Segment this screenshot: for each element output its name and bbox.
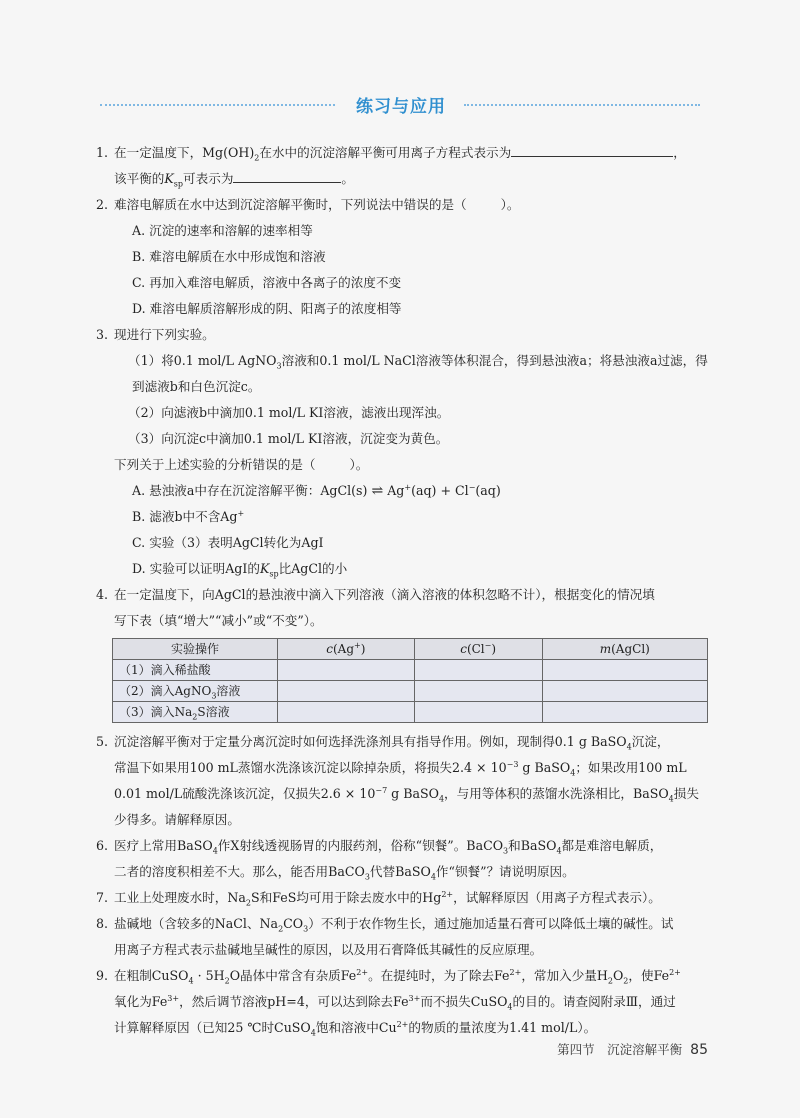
superscript: 3+ <box>167 993 180 1003</box>
table-row <box>113 660 708 681</box>
superscript: + <box>354 641 361 650</box>
ksp-symbol: K <box>259 561 270 576</box>
text: 溶液 <box>216 684 241 698</box>
answer-blank[interactable] <box>233 168 341 183</box>
table-row <box>113 702 708 723</box>
superscript: −7 <box>375 785 388 795</box>
experiment-2: （2）向滤液b中滴加0.1 mol/L KI溶液，滤液出现浑浊。 <box>128 405 450 420</box>
row-label <box>113 681 278 702</box>
option-d: D. 难溶电解质溶解形成的阴、阳离子的浓度相等 <box>132 301 402 316</box>
col-c-cl <box>414 639 542 660</box>
text: ）。 <box>500 197 520 212</box>
superscript: 2+ <box>396 1019 409 1029</box>
text: B. 滤液b中不含Ag <box>132 509 238 524</box>
text: 在一定温度下，Mg(OH) <box>114 145 255 160</box>
text: ，与用等体积的蒸馏水洗涤相比，BaSO <box>444 786 669 801</box>
answer-cell[interactable] <box>542 681 707 702</box>
text: g BaSO <box>387 786 439 801</box>
question-number: 7. <box>96 890 109 905</box>
text: · 5H <box>193 968 225 983</box>
text: c <box>326 642 333 656</box>
subscript: 4 <box>438 794 445 804</box>
answer-cell[interactable] <box>414 681 542 702</box>
subscript: 2 <box>623 976 629 986</box>
header-divider-left <box>100 104 335 106</box>
text: 盐碱地（含较多的NaCl、Na <box>114 916 279 931</box>
text: 饱和溶液中Cu <box>315 1020 397 1035</box>
subscript: 4 <box>668 794 674 804</box>
text: c <box>460 642 467 656</box>
text: 计算解释原因（已知25 ℃时CuSO <box>114 1020 311 1035</box>
text: ) <box>491 642 497 656</box>
text: S溶液 <box>197 705 230 719</box>
question-number: 1. <box>96 145 109 160</box>
option-b: B. 难溶电解质在水中形成饱和溶液 <box>132 249 326 264</box>
answer-cell[interactable] <box>414 702 542 723</box>
text: O晶体中常含有杂质Fe <box>229 968 357 983</box>
question-1 <box>96 140 710 192</box>
answer-cell[interactable] <box>542 702 707 723</box>
superscript: 2+ <box>669 967 681 977</box>
question-6 <box>96 833 710 885</box>
text: 。在提纯时，为了除去Fe <box>368 968 510 983</box>
text: 在粗制CuSO <box>114 968 189 983</box>
answer-cell[interactable] <box>278 660 415 681</box>
text: ；如果改用100 mL <box>575 760 687 775</box>
text: (aq) + Cl <box>411 483 469 498</box>
superscript: 2+ <box>441 889 454 899</box>
option-b <box>114 504 710 530</box>
subscript: 4 <box>507 1002 513 1012</box>
question-4 <box>96 582 710 634</box>
subscript: 2 <box>245 898 251 908</box>
text: S和FeS均可用于除去废水中的Hg <box>250 890 442 905</box>
text: ）。 <box>349 457 369 472</box>
question-7 <box>96 885 710 911</box>
subscript: 4 <box>626 742 632 752</box>
text: 难溶电解质在水中达到沉淀溶解平衡时，下列说法中错误的是（ <box>114 197 467 212</box>
subscript: 4 <box>556 846 562 856</box>
option-c: C. 再加入难溶电解质，溶液中各离子的浓度不变 <box>132 275 402 290</box>
text: 而不损失CuSO <box>420 994 508 1009</box>
question-number: 5. <box>96 734 109 749</box>
superscript: −3 <box>506 759 519 769</box>
text: （3）滴入Na <box>119 705 193 719</box>
text: 的目的。请查阅附录Ⅲ，通过 <box>512 994 676 1009</box>
text: ，试解释原因（用离子方程式表示）。 <box>453 890 661 905</box>
option-a <box>114 478 710 504</box>
question-number: 2. <box>96 197 109 212</box>
text: 沉淀， <box>631 734 670 749</box>
answer-blank[interactable] <box>511 142 673 157</box>
text: g BaSO <box>518 760 571 775</box>
text: 比AgCl的小 <box>278 561 348 576</box>
section-name: 第四节 沉淀溶解平衡 <box>557 1042 683 1057</box>
question-stem-cont: 写下表（填“增大”“减小”或“不变”）。 <box>114 613 323 628</box>
subscript: 2 <box>254 153 260 163</box>
text: (AgCl) <box>611 642 650 656</box>
subscript: 4 <box>310 1028 316 1038</box>
subscript: 3 <box>503 846 509 856</box>
text: ，然后调节溶液pH=4，可以达到除去Fe <box>179 994 409 1009</box>
text: 都是难溶电解质， <box>561 838 663 853</box>
subscript: 2 <box>607 976 613 986</box>
text: 代替BaSO <box>369 864 431 879</box>
question-5 <box>96 729 710 833</box>
text: Ag <box>387 483 405 498</box>
text: 。 <box>341 171 354 186</box>
experiment-1 <box>114 348 710 374</box>
subscript: 2 <box>224 976 230 986</box>
question-number: 3. <box>96 327 109 342</box>
question-number: 4. <box>96 587 109 602</box>
text: ，常加入少量H <box>521 968 608 983</box>
text: 医疗上常用BaSO <box>114 838 213 853</box>
subscript: 3 <box>364 872 370 882</box>
text: 该平衡的 <box>114 171 165 186</box>
superscript: − <box>484 641 492 650</box>
text: 用离子方程式表示盐碱地呈碱性的原因，以及用石膏降低其碱性的反应原理。 <box>114 942 543 957</box>
superscript: 3+ <box>408 993 421 1003</box>
subscript: 2 <box>192 712 198 722</box>
text: CO <box>283 916 304 931</box>
text: （2）滴入AgNO <box>119 684 212 698</box>
subscript: sp <box>269 569 279 579</box>
experiment-1-cont: 到滤液b和白色沉淀c。 <box>132 379 261 394</box>
question-9 <box>96 963 710 1041</box>
results-table <box>112 638 708 723</box>
text: 作X射线透视肠胃的内服药剂，俗称“钡餐”。BaCO <box>217 838 504 853</box>
subscript: 4 <box>188 976 194 986</box>
text: 二者的溶度积相差不大。那么，能否用BaCO <box>114 864 365 879</box>
question-3 <box>96 322 710 582</box>
text: (Cl <box>466 642 485 656</box>
text: 溶液和0.1 mol/L NaCl溶液等体积混合，得到悬浊液a；将悬浊液a过滤，得 <box>281 353 708 368</box>
text: A. 悬浊液a中存在沉淀溶解平衡：AgCl(s) <box>132 483 368 498</box>
text: 下列关于上述实验的分析错误的是（ <box>114 457 316 472</box>
subscript: 4 <box>212 846 218 856</box>
text: 少得多。请解释原因。 <box>114 812 240 827</box>
question-number: 8. <box>96 916 109 931</box>
row-label <box>113 702 278 723</box>
subscript: 3 <box>276 361 282 371</box>
superscript: − <box>468 482 476 492</box>
question-2 <box>96 192 710 322</box>
text: 损失 <box>673 786 699 801</box>
superscript: + <box>237 508 245 518</box>
superscript: + <box>404 482 412 492</box>
text: ，使Fe <box>628 968 670 983</box>
superscript: 2+ <box>509 967 522 977</box>
col-m-agcl <box>542 639 707 660</box>
col-c-ag <box>278 639 415 660</box>
row-label: （1）滴入稀盐酸 <box>113 660 278 681</box>
table-header-row <box>113 639 708 660</box>
question-stem: 在一定温度下，向AgCl的悬浊液中滴入下列溶液（滴入溶液的体积忽略不计），根据变化的情况填 <box>114 587 655 602</box>
text: 氧化为Fe <box>114 994 168 1009</box>
table-row <box>113 681 708 702</box>
ksp-symbol: K <box>164 171 174 186</box>
superscript: 2+ <box>356 967 369 977</box>
option-d <box>114 556 710 582</box>
exercise-list <box>96 140 710 1041</box>
answer-cell[interactable] <box>278 702 415 723</box>
text: D. 实验可以证明AgI的 <box>132 561 260 576</box>
text: m <box>599 642 612 656</box>
section-title: 练习与应用 <box>356 97 446 117</box>
option-a: A. 沉淀的速率和溶解的速率相等 <box>132 223 313 238</box>
text: 工业上处理废水时，Na <box>114 890 246 905</box>
text: 可表示为 <box>183 171 234 186</box>
text: (Ag <box>332 642 355 656</box>
subscript: 4 <box>570 768 576 778</box>
option-c: C. 实验（3）表明AgCl转化为AgI <box>132 535 324 550</box>
text: 和BaSO <box>508 838 557 853</box>
text: 在水中的沉淀溶解平衡可用离子方程式表示为 <box>259 145 512 160</box>
text: ， <box>673 145 686 160</box>
question-number: 6. <box>96 838 109 853</box>
text: O <box>612 968 624 983</box>
text: 常温下如果用100 mL蒸馏水洗涤该沉淀以除掉杂质，将损失2.4 × 10 <box>114 760 507 775</box>
text: （1）将0.1 mol/L AgNO <box>128 353 277 368</box>
answer-cell[interactable] <box>278 681 415 702</box>
text: (aq) <box>475 483 501 498</box>
answer-cell[interactable] <box>414 660 542 681</box>
page-number: 85 <box>690 1042 708 1058</box>
question-number: 9. <box>96 968 109 983</box>
header-divider-right <box>464 104 700 106</box>
col-operation: 实验操作 <box>113 639 278 660</box>
question-8 <box>96 911 710 963</box>
text: 0.01 mol/L硫酸洗涤该沉淀，仅损失2.6 × 10 <box>114 786 376 801</box>
question-stem: 现进行下列实验。 <box>114 327 215 342</box>
text: ) <box>360 642 366 656</box>
subscript: 4 <box>430 872 436 882</box>
subscript: sp <box>173 179 184 189</box>
experiment-3: （3）向沉淀c中滴加0.1 mol/L KI溶液，沉淀变为黄色。 <box>128 431 449 446</box>
page-footer <box>557 1040 708 1058</box>
equilibrium-arrow-icon: ⇌ <box>371 483 384 499</box>
text: ）不利于农作物生长，通过施加适量石膏可以降低土壤的碱性。试 <box>308 916 674 931</box>
answer-cell[interactable] <box>542 660 707 681</box>
subscript: 2 <box>278 924 284 934</box>
subscript: 3 <box>211 691 217 701</box>
section-header <box>100 92 700 118</box>
text: 沉淀溶解平衡对于定量分离沉淀时如何选择洗涤剂具有指导作用。例如，现制得0.1 g BaSO <box>114 734 627 749</box>
subscript: 3 <box>303 924 309 934</box>
text: 作“钡餐”？请说明原因。 <box>435 864 575 879</box>
text: 的物质的量浓度为1.41 mol/L）。 <box>408 1020 597 1035</box>
